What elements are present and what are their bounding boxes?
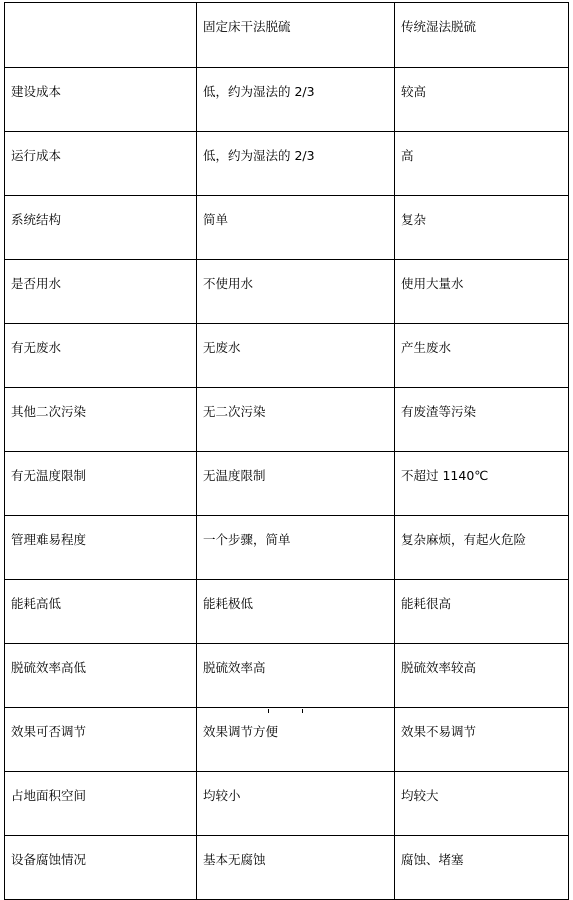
row-wet-value: 复杂 [395,196,569,260]
table-row [5,260,569,324]
row-wet-value: 效果不易调节 [395,708,569,772]
row-wet-value: 产生废水 [395,324,569,388]
table-row [5,452,569,516]
table-row [5,516,569,580]
table-row [5,196,569,260]
row-item-label: 有无废水 [5,324,197,388]
row-item-label: 有无温度限制 [5,452,197,516]
row-dry-value: 无废水 [197,324,395,388]
row-wet-value: 脱硫效率较高 [395,644,569,708]
row-wet-value: 腐蚀、堵塞 [395,836,569,900]
table-body [5,3,569,900]
row-dry-value: 低，约为湿法的 2/3 [197,132,395,196]
row-dry-value: 无二次污染 [197,388,395,452]
row-item-label: 设备腐蚀情况 [5,836,197,900]
row-wet-value: 高 [395,132,569,196]
row-dry-value: 基本无腐蚀 [197,836,395,900]
table-row [5,772,569,836]
row-dry-value: 无温度限制 [197,452,395,516]
table-header-row [5,3,569,68]
row-item-label: 管理难易程度 [5,516,197,580]
page-edge-mark [302,709,303,713]
row-dry-value: 简单 [197,196,395,260]
table-row [5,132,569,196]
row-dry-value: 低，约为湿法的 2/3 [197,68,395,132]
row-dry-value: 脱硫效率高 [197,644,395,708]
row-dry-value: 一个步骤，简单 [197,516,395,580]
header-dry-method: 固定床干法脱硫 [197,3,395,68]
row-item-label: 其他二次污染 [5,388,197,452]
row-dry-value: 均较小 [197,772,395,836]
row-dry-value: 不使用水 [197,260,395,324]
table-row [5,644,569,708]
row-wet-value: 复杂麻烦，有起火危险 [395,516,569,580]
row-item-label: 占地面积空间 [5,772,197,836]
row-item-label: 系统结构 [5,196,197,260]
table-row [5,68,569,132]
row-item-label: 运行成本 [5,132,197,196]
row-wet-value: 有废渣等污染 [395,388,569,452]
table-row [5,324,569,388]
row-item-label: 脱硫效率高低 [5,644,197,708]
header-wet-method: 传统湿法脱硫 [395,3,569,68]
row-wet-value: 能耗很高 [395,580,569,644]
row-item-label: 建设成本 [5,68,197,132]
row-item-label: 效果可否调节 [5,708,197,772]
row-wet-value: 不超过 1140℃ [395,452,569,516]
row-wet-value: 使用大量水 [395,260,569,324]
row-wet-value: 较高 [395,68,569,132]
page-edge-mark [268,709,269,713]
row-item-label: 能耗高低 [5,580,197,644]
table-row [5,708,569,772]
row-wet-value: 均较大 [395,772,569,836]
row-dry-value: 效果调节方便 [197,708,395,772]
row-dry-value: 能耗极低 [197,580,395,644]
header-blank-cell [5,3,197,68]
table-row [5,580,569,644]
table-row [5,836,569,900]
row-item-label: 是否用水 [5,260,197,324]
table-row [5,388,569,452]
comparison-table [4,2,569,900]
